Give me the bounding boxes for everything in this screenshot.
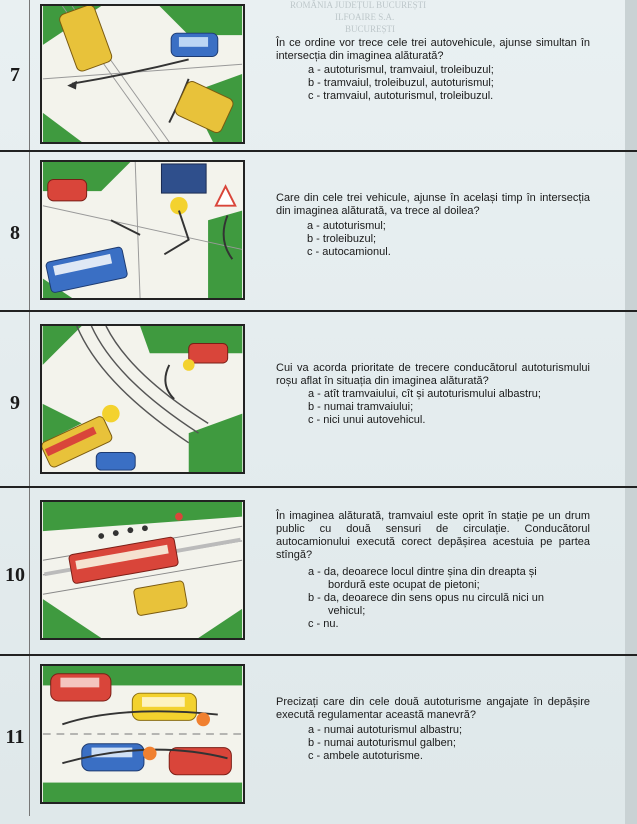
answer-list: [308, 724, 462, 763]
ghost-header-3: BUCUREȘTI: [345, 24, 396, 34]
question-text: În ce ordine vor trece cele trei autovehicule, ajunse simultan în intersecția din imaginea alăturată?: [276, 37, 590, 62]
question-text: Care din cele trei vehicule, ajunse în același timp în intersecția din imaginea alăturată, va trece al doilea?: [276, 192, 590, 217]
illustration-10: [40, 500, 245, 640]
question-number: 7: [10, 64, 20, 86]
illustration-11: [40, 664, 245, 804]
question-number: 8: [10, 222, 20, 244]
answer-a[interactable]: a - autoturismul;: [307, 220, 386, 232]
question-text: În imaginea alăturată, tramvaiul este oprit în stație pe un drum public cu două sensuri de circulație. Conducătorul autocamionului execută corect depășirea acestuia pe partea stîngă?: [276, 510, 590, 561]
question-number: 10: [5, 564, 25, 586]
illustration-8: [40, 160, 245, 300]
answer-b[interactable]: b - numai tramvaiului;: [308, 401, 414, 413]
answer-a[interactable]: a - atît tramvaiului, cît și autoturismului albastru;: [308, 388, 541, 400]
illustration-7: [40, 4, 245, 144]
illustration-9: [40, 324, 245, 474]
question-row-11: [0, 656, 637, 816]
answer-list: [308, 64, 494, 103]
answer-b-continued: vehicul;: [328, 605, 366, 617]
answer-c[interactable]: c - tramvaiul, autoturismul, troleibuzul.: [308, 90, 494, 102]
intersection-scene-8: [42, 162, 243, 298]
answer-c[interactable]: c - nu.: [308, 618, 339, 630]
question-number: 9: [10, 392, 20, 414]
question-text: Precizați care din cele două autoturisme angajate în depășire execută regulamentar această manevră?: [276, 696, 590, 721]
answer-b[interactable]: b - troleibuzul;: [307, 233, 377, 245]
tram-stop-scene-10: [42, 502, 243, 638]
answer-a[interactable]: a - da, deoarece locul dintre șina din dreapta și: [308, 566, 537, 578]
overtaking-scene-11: [42, 666, 243, 802]
question-text: Cui va acorda prioritate de trecere conducătorul autoturismului roșu aflat în situația din imaginea alăturată?: [276, 362, 590, 387]
answer-a[interactable]: a - autoturismul, tramvaiul, troleibuzul;: [308, 64, 494, 76]
answer-c[interactable]: c - nici unui autovehicul.: [308, 414, 426, 426]
question-row-8: [0, 152, 637, 312]
ghost-header-2: ILFOAIRE S.A.: [335, 12, 395, 22]
question-row-10: [0, 488, 637, 656]
answer-list: [308, 388, 541, 427]
answer-c[interactable]: c - ambele autoturisme.: [308, 750, 423, 762]
question-row-7: [0, 0, 637, 152]
intersection-scene-7: [42, 6, 243, 142]
intersection-scene-9: [42, 326, 243, 472]
answer-list: [307, 220, 391, 259]
answer-a[interactable]: a - numai autoturismul albastru;: [308, 724, 463, 736]
answer-list: [308, 566, 544, 631]
answer-b[interactable]: b - da, deoarece din sens opus nu circulă nici un: [308, 592, 545, 604]
answer-a-continued: bordură este ocupat de pietoni;: [328, 579, 480, 591]
answer-b[interactable]: b - numai autoturismul galben;: [308, 737, 456, 749]
answer-b[interactable]: b - tramvaiul, troleibuzul, autoturismul;: [308, 77, 494, 89]
ghost-header-1: ROMÂNIA JUDEȚUL BUCUREȘTI: [290, 0, 427, 10]
answer-c[interactable]: c - autocamionul.: [307, 246, 391, 258]
question-row-9: [0, 312, 637, 488]
question-number: 11: [5, 726, 25, 748]
